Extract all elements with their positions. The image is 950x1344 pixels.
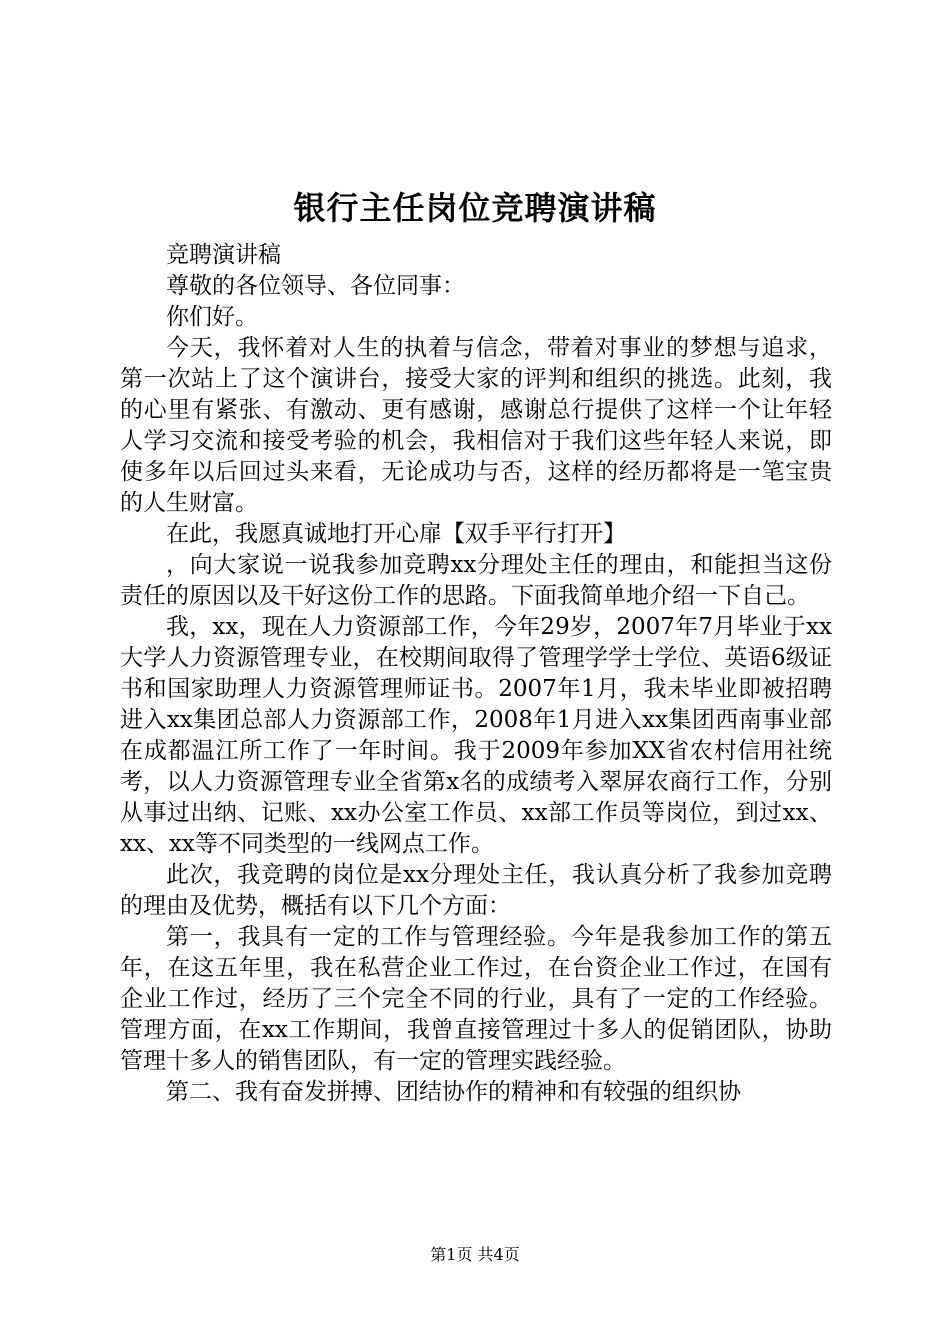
paragraph: 竞聘演讲稿	[166, 242, 281, 268]
paragraph: ，向大家说一说我参加竞聘xx分理处主任的理由，和能担当这份责任的原因以及干好这份工作的思路。下面我简单地介绍一下自己。	[120, 552, 832, 609]
paragraph: 你们好。	[166, 304, 258, 330]
paragraph: 在此，我愿真诚地打开心扉【双手平行打开】	[166, 521, 626, 547]
paragraph: 我，xx，现在人力资源部工作，今年29岁，2007年7月毕业于xx大学人力资源管理专业，在校期间取得了管理学学士学位、英语6级证书和国家助理人力资源管理师证书。2007年1月，我未毕业即被招聘进入xx集团总部人力资源部工作，2008年1月进入xx集团西南事业部在成都温江所工作了一年时间。我于2009年参加XX省农村信用社统考，以人力资源管理专业全省第x名的成绩考入翠屏农商行工作，分别从事过出纳、记账、xx办公室工作员、xx部工作员等岗位，到过xx、xx、xx等不同类型的一线网点工作。	[120, 614, 832, 857]
page-footer: 第1页 共4页	[430, 1245, 520, 1264]
paragraph: 此次，我竞聘的岗位是xx分理处主任，我认真分析了我参加竞聘的理由及优势，概括有以下几个方面：	[120, 862, 832, 919]
paragraph: 今天，我怀着对人生的执着与信念，带着对事业的梦想与追求，第一次站上了这个演讲台，接受大家的评判和组织的挑选。此刻，我的心里有紧张、有激动、更有感谢，感谢总行提供了这样一个让年轻人学习交流和接受考验的机会，我相信对于我们这些年轻人来说，即使多年以后回过头来看，无论成功与否，这样的经历都将是一笔宝贵的人生财富。	[120, 335, 832, 516]
document-body	[120, 240, 832, 1108]
paragraph: 第一，我具有一定的工作与管理经验。今年是我参加工作的第五年，在这五年里，我在私营企业工作过，在台资企业工作过，在国有企业工作过，经历了三个完全不同的行业，具有了一定的工作经验。管理方面，在xx工作期间，我曾直接管理过十多人的促销团队，协助管理十多人的销售团队，有一定的管理实践经验。	[120, 924, 832, 1074]
document-title: 银行主任岗位竞聘演讲稿	[293, 189, 657, 227]
paragraph: 尊敬的各位领导、各位同事：	[166, 273, 465, 299]
paragraph: 第二、我有奋发拼搏、团结协作的精神和有较强的组织协	[166, 1079, 741, 1105]
